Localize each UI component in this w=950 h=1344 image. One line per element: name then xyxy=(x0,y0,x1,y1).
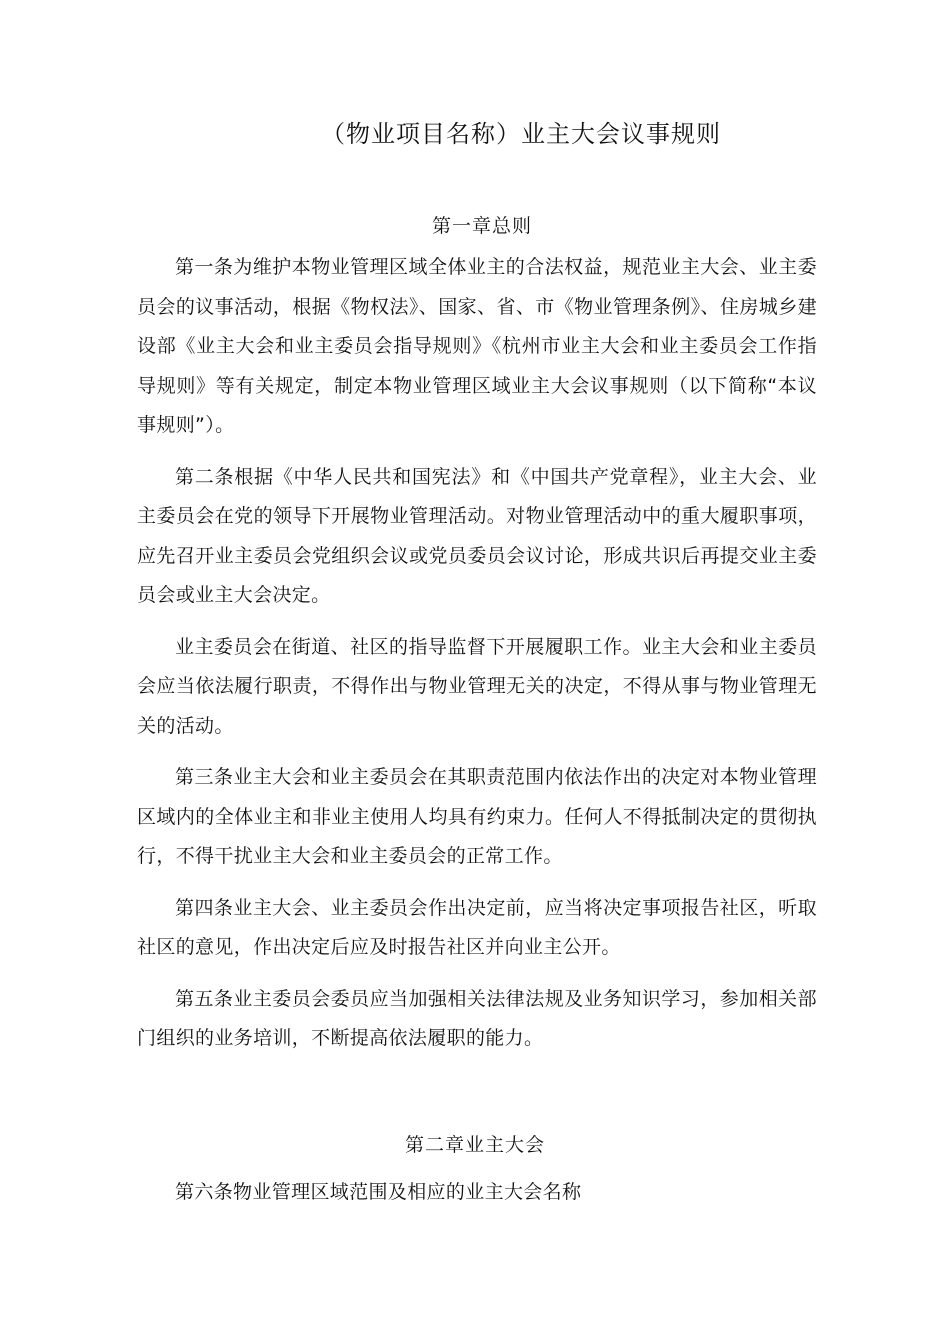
chapter-2-heading: 第二章业主大会 xyxy=(404,1134,545,1156)
chapter-1-body xyxy=(137,248,817,1059)
article-4-paragraph: 第四条业主大会、业主委员会作出决定前，应当将决定事项报告社区，听取社区的意见，作出决定后应及时报告社区并向业主公开。 xyxy=(137,896,817,958)
article-6-paragraph: 第六条物业管理区域范围及相应的业主大会名称 xyxy=(175,1181,582,1203)
article-3-paragraph: 第三条业主大会和业主委员会在其职责范围内依法作出的决定对本物业管理区域内的全体业主和非业主使用人均具有约束力。任何人不得抵制决定的贯彻执行，不得干扰业主大会和业主委员会的正常工作。 xyxy=(137,766,817,867)
chapter-1-heading: 第一章总则 xyxy=(431,215,532,237)
article-2-paragraph: 第二条根据《中华人民共和国宪法》和《中国共产党章程》，业主大会、业主委员会在党的领导下开展物业管理活动。对物业管理活动中的重大履职事项，应先召开业主委员会党组织会议或党员委员会议讨论，形成共识后再提交业主委员会或业主大会决定。 xyxy=(137,465,817,606)
article-2-continuation-paragraph: 业主委员会在街道、社区的指导监督下开展履职工作。业主大会和业主委员会应当依法履行职责，不得作出与物业管理无关的决定，不得从事与物业管理无关的活动。 xyxy=(137,635,817,737)
article-5-paragraph: 第五条业主委员会委员应当加强相关法律法规及业务知识学习，参加相关部门组织的业务培训，不断提高依法履职的能力。 xyxy=(137,987,817,1049)
article-1-paragraph: 第一条为维护本物业管理区域全体业主的合法权益，规范业主大会、业主委员会的议事活动，根据《物权法》、国家、省、市《物业管理条例》、住房城乡建设部《业主大会和业主委员会指导规则》《杭州市业主大会和业主委员会工作指导规则》等有关规定，制定本物业管理区域业主大会议事规则（以下简称“本议事规则”）。 xyxy=(137,256,817,436)
document-title: （物业项目名称）业主大会议事规则 xyxy=(321,120,721,148)
